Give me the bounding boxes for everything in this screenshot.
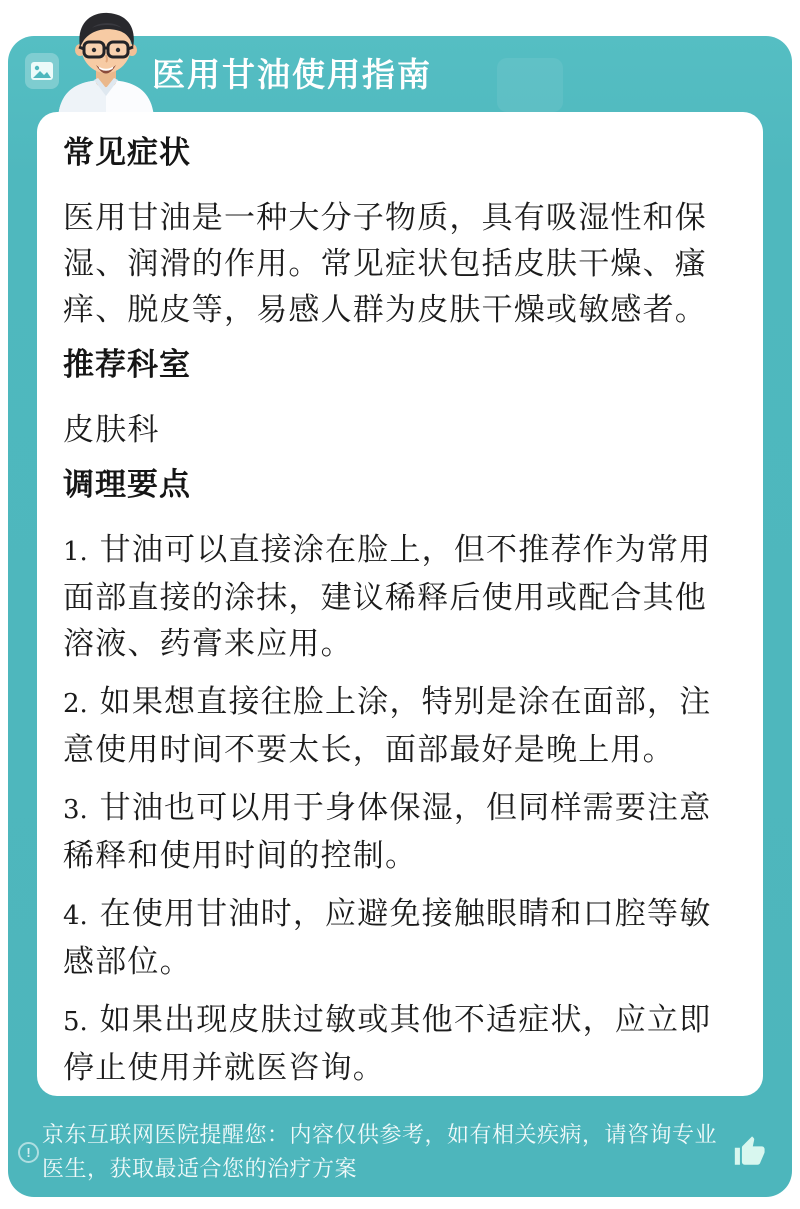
care-point-number-2: 2.: [63, 689, 88, 719]
section-heading-care-points: 调理要点: [63, 467, 191, 502]
doctor-avatar-illustration: [44, 8, 168, 118]
doctor-avatar: [44, 8, 168, 118]
care-point-text-5: 如果出现皮肤过敏或其他不适症状，应立即停止使用并就医咨询。: [63, 1002, 712, 1085]
care-point-number-1: 1.: [63, 537, 88, 567]
care-point-text-2: 如果想直接往脸上涂，特别是涂在面部，注意使用时间不要太长，面部最好是晚上用。: [63, 684, 712, 767]
page-title: 医用甘油使用指南: [152, 56, 432, 93]
department-value: 皮肤科: [63, 412, 160, 447]
care-point-item-3: [63, 785, 737, 879]
care-point-number-5: 5.: [63, 1007, 88, 1037]
care-point-number-4: 4.: [63, 901, 88, 931]
section-heading-department: 推荐科室: [63, 347, 191, 382]
section-heading-symptoms: 常见症状: [63, 135, 191, 170]
care-point-item-5: [63, 997, 737, 1091]
care-point-text-4: 在使用甘油时，应避免接触眼睛和口腔等敏感部位。: [63, 896, 712, 979]
symptoms-paragraph: 医用甘油是一种大分子物质，具有吸湿性和保湿、润滑的作用。常见症状包括皮肤干燥、瘙痒、脱皮等，易感人群为皮肤干燥或敏感者。: [63, 200, 707, 327]
care-point-item-4: [63, 891, 737, 985]
info-icon: !: [18, 1142, 39, 1163]
header-decoration: [497, 58, 563, 112]
content-card: [37, 112, 763, 1096]
care-point-text-3: 甘油也可以用于身体保湿，但同样需要注意稀释和使用时间的控制。: [63, 790, 712, 873]
disclaimer-text: 京东互联网医院提醒您：内容仅供参考，如有相关疾病，请咨询专业医生，获取最适合您的治疗方案: [42, 1122, 718, 1181]
care-point-item-2: [63, 679, 737, 773]
care-point-item-1: [63, 527, 737, 667]
care-point-text-1: 甘油可以直接涂在脸上，但不推荐作为常用面部直接的涂抹，建议稀释后使用或配合其他溶液、药膏来应用。: [63, 532, 712, 661]
care-point-number-3: 3.: [63, 795, 88, 825]
thumbs-up-icon[interactable]: [732, 1135, 766, 1169]
disclaimer-footer: [18, 1118, 782, 1186]
